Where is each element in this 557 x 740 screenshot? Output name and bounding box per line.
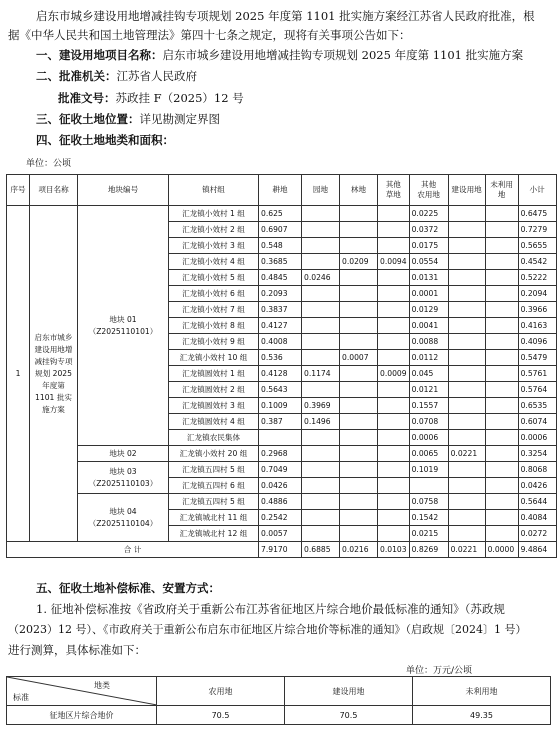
header-cell: 建设用地 [448, 175, 485, 206]
total-cell: 0.0426 [518, 478, 556, 494]
qita-cell: 0.0372 [409, 222, 448, 238]
plot-id-cell: 地块 01 （Z2025110101） [78, 206, 169, 446]
section-3-label: 三、征收土地位置： [36, 112, 140, 126]
yuandi-cell [302, 206, 340, 222]
gengdi-cell: 0.4128 [259, 366, 302, 382]
caodi-cell: 0.0009 [378, 366, 410, 382]
qita-cell: 0.1557 [409, 398, 448, 414]
value-cell: 70.5 [285, 706, 413, 725]
compensation-row [7, 706, 551, 725]
section-2-docno [58, 90, 244, 106]
jianshe-cell [448, 414, 485, 430]
village-cell: 汇龙镇五四村 5 组 [169, 462, 259, 478]
lindi-cell [340, 526, 378, 542]
village-cell: 汇龙镇农民集体 [169, 430, 259, 446]
total-cell: 0.4542 [518, 254, 556, 270]
village-cell: 汇龙镇圆效村 2 组 [169, 382, 259, 398]
lindi-cell: 0.0209 [340, 254, 378, 270]
qita-cell: 0.0554 [409, 254, 448, 270]
lindi-cell [340, 430, 378, 446]
jianshe-cell [448, 478, 485, 494]
gengdi-cell: 0.2968 [259, 446, 302, 462]
section-1 [36, 47, 523, 63]
diagonal-line [7, 677, 157, 705]
section-2 [36, 68, 197, 84]
qita-cell: 0.0065 [409, 446, 448, 462]
village-cell: 汇龙镇五四村 5 组 [169, 494, 259, 510]
section-3 [36, 111, 220, 127]
jianshe-cell [448, 318, 485, 334]
total-jianshe-cell: 0.0221 [448, 542, 485, 558]
total-cell: 0.8068 [518, 462, 556, 478]
weili-cell [485, 334, 518, 350]
intro-line-2: 据《中华人民共和国土地管理法》第四十七条之规定，现将有关事项公告如下： [8, 28, 411, 42]
lindi-cell [340, 462, 378, 478]
yuandi-cell [302, 510, 340, 526]
village-cell: 汇龙镇城北村 11 组 [169, 510, 259, 526]
yuandi-cell [302, 350, 340, 366]
jianshe-cell [448, 222, 485, 238]
lindi-cell [340, 510, 378, 526]
lindi-cell [340, 398, 378, 414]
header-cell: 耕地 [259, 175, 302, 206]
caodi-cell [378, 414, 410, 430]
caodi-cell [378, 286, 410, 302]
weili-cell [485, 254, 518, 270]
jianshe-cell [448, 398, 485, 414]
yuandi-cell: 0.0246 [302, 270, 340, 286]
yuandi-cell [302, 382, 340, 398]
diagonal-header-cell [7, 677, 157, 706]
village-cell: 汇龙镇圆效村 4 组 [169, 414, 259, 430]
jianshe-cell: 0.0221 [448, 446, 485, 462]
village-cell: 汇龙镇小效村 1 组 [169, 206, 259, 222]
project-name-cell: 启东市城乡建设用地增减挂钩专项规划 2025 年度第 1101 批实施方案 [30, 206, 78, 542]
jianshe-cell [448, 254, 485, 270]
lindi-cell [340, 238, 378, 254]
village-cell: 汇龙镇小效村 10 组 [169, 350, 259, 366]
caodi-cell [378, 318, 410, 334]
caodi-cell [378, 270, 410, 286]
weili-cell [485, 414, 518, 430]
gengdi-cell: 0.4127 [259, 318, 302, 334]
table-row [7, 446, 557, 462]
section-5-line-3: 进行测算，具体标准如下： [8, 643, 146, 657]
yuandi-cell [302, 494, 340, 510]
lindi-cell [340, 494, 378, 510]
qita-cell: 0.045 [409, 366, 448, 382]
qita-cell: 0.0129 [409, 302, 448, 318]
lindi-cell [340, 318, 378, 334]
jianshe-cell [448, 238, 485, 254]
village-cell: 汇龙镇小效村 6 组 [169, 286, 259, 302]
qita-cell: 0.0175 [409, 238, 448, 254]
lindi-cell [340, 366, 378, 382]
header-cell: 园地 [302, 175, 340, 206]
total-yuandi-cell: 0.6885 [302, 542, 340, 558]
diag-bottom-label: 标准 [13, 693, 29, 702]
header-cell: 小计 [518, 175, 556, 206]
lindi-cell [340, 222, 378, 238]
gengdi-cell: 0.7049 [259, 462, 302, 478]
gengdi-cell: 0.6907 [259, 222, 302, 238]
section-5-line-2: （2023）12 号）、《市政府关于重新公布启东市征地区片综合地价等标准的通知》（启政规〔2024〕1 号） [8, 623, 527, 636]
section-3-value: 详见勘测定界图 [139, 112, 220, 126]
caodi-cell [378, 382, 410, 398]
weili-cell [485, 318, 518, 334]
weili-cell [485, 398, 518, 414]
table-row [7, 462, 557, 478]
total-gengdi-cell: 7.9170 [259, 542, 302, 558]
caodi-cell [378, 398, 410, 414]
village-cell: 汇龙镇小效村 7 组 [169, 302, 259, 318]
village-cell: 汇龙镇圆效村 3 组 [169, 398, 259, 414]
weili-cell [485, 286, 518, 302]
header-cell: 未利用 地 [485, 175, 518, 206]
qita-cell: 0.1542 [409, 510, 448, 526]
yuandi-cell [302, 318, 340, 334]
weili-cell [485, 238, 518, 254]
lindi-cell: 0.0007 [340, 350, 378, 366]
jianshe-cell [448, 382, 485, 398]
diag-top-label: 地类 [94, 681, 110, 690]
total-cell: 0.3254 [518, 446, 556, 462]
yuandi-cell [302, 286, 340, 302]
lindi-cell [340, 478, 378, 494]
caodi-cell [378, 510, 410, 526]
table1-unit: 单位：公顷 [26, 159, 72, 169]
section-2-label: 二、批准机关： [36, 69, 117, 83]
total-cell: 0.5764 [518, 382, 556, 398]
section-5-label: 五、征收土地补偿标准、安置方式： [36, 581, 220, 595]
value-cell: 49.35 [413, 706, 551, 725]
total-cell: 0.7279 [518, 222, 556, 238]
caodi-cell [378, 238, 410, 254]
gengdi-cell: 0.2542 [259, 510, 302, 526]
gengdi-cell: 0.2093 [259, 286, 302, 302]
gengdi-cell: 0.0426 [259, 478, 302, 494]
qita-cell: 0.0088 [409, 334, 448, 350]
weili-cell [485, 206, 518, 222]
total-cell: 0.6074 [518, 414, 556, 430]
header-cell: 林地 [340, 175, 378, 206]
gengdi-cell: 0.4845 [259, 270, 302, 286]
total-cell: 0.0006 [518, 430, 556, 446]
header-cell: 地块编号 [78, 175, 169, 206]
lindi-cell [340, 206, 378, 222]
total-cell: 0.3966 [518, 302, 556, 318]
qita-cell: 0.0001 [409, 286, 448, 302]
land-area-table-body [7, 175, 557, 558]
lindi-cell [340, 302, 378, 318]
caodi-cell [378, 222, 410, 238]
village-cell: 汇龙镇小效村 3 组 [169, 238, 259, 254]
jianshe-cell [448, 526, 485, 542]
row-label: 征地区片综合地价 [7, 706, 157, 725]
gengdi-cell: 0.387 [259, 414, 302, 430]
gengdi-cell: 0.5643 [259, 382, 302, 398]
section-1-value: 启东市城乡建设用地增减挂钩专项规划 2025 年度第 1101 批实施方案 [162, 48, 524, 62]
header-cell: 项目名称 [30, 175, 78, 206]
header-cell: 其他 农用地 [409, 175, 448, 206]
total-cell: 0.5222 [518, 270, 556, 286]
qita-cell: 0.0215 [409, 526, 448, 542]
yuandi-cell [302, 254, 340, 270]
compensation-header-row [7, 677, 551, 706]
header-cell: 序号 [7, 175, 30, 206]
yuandi-cell [302, 302, 340, 318]
weili-cell [485, 494, 518, 510]
caodi-cell [378, 446, 410, 462]
yuandi-cell [302, 462, 340, 478]
caodi-cell [378, 478, 410, 494]
weili-cell [485, 270, 518, 286]
jianshe-cell [448, 462, 485, 478]
village-cell: 汇龙镇小效村 20 组 [169, 446, 259, 462]
village-cell: 汇龙镇小效村 4 组 [169, 254, 259, 270]
village-cell: 汇龙镇圆效村 1 组 [169, 366, 259, 382]
qita-cell: 0.0112 [409, 350, 448, 366]
total-cell: 0.0272 [518, 526, 556, 542]
table-row [7, 494, 557, 510]
lindi-cell [340, 382, 378, 398]
total-caodi-cell: 0.0103 [378, 542, 410, 558]
weili-cell [485, 510, 518, 526]
lindi-cell [340, 334, 378, 350]
total-cell: 0.5479 [518, 350, 556, 366]
total-weili-cell: 0.0000 [485, 542, 518, 558]
plot-id-cell: 地块 04 （Z2025110104） [78, 494, 169, 542]
header-cell: 未利用地 [413, 677, 551, 706]
jianshe-cell [448, 334, 485, 350]
gengdi-cell: 0.0057 [259, 526, 302, 542]
qita-cell [409, 478, 448, 494]
jianshe-cell [448, 366, 485, 382]
table-row [7, 206, 557, 222]
weili-cell [485, 478, 518, 494]
caodi-cell [378, 430, 410, 446]
section-5-line-1: 1. 征地补偿标准按《省政府关于重新公布江苏省征地区片综合地价最低标准的通知》（苏政规 [36, 602, 505, 616]
qita-cell: 0.1019 [409, 462, 448, 478]
section-2-docno-label: 批准文号： [58, 91, 116, 105]
total-total-cell: 9.4864 [518, 542, 556, 558]
plot-id-cell: 地块 03 （Z2025110103） [78, 462, 169, 494]
jianshe-cell [448, 494, 485, 510]
gengdi-cell: 0.1009 [259, 398, 302, 414]
section-2-docno-value: 苏政挂 F（2025）12 号 [115, 91, 244, 105]
total-cell: 0.5655 [518, 238, 556, 254]
caodi-cell [378, 334, 410, 350]
weili-cell [485, 366, 518, 382]
weili-cell [485, 222, 518, 238]
qita-cell: 0.0006 [409, 430, 448, 446]
table-header-row [7, 175, 557, 206]
gengdi-cell: 0.548 [259, 238, 302, 254]
yuandi-cell [302, 526, 340, 542]
jianshe-cell [448, 430, 485, 446]
section-4-label: 四、征收土地地类和面积： [36, 133, 174, 147]
qita-cell: 0.0131 [409, 270, 448, 286]
weili-cell [485, 446, 518, 462]
qita-cell: 0.0121 [409, 382, 448, 398]
jianshe-cell [448, 510, 485, 526]
lindi-cell [340, 270, 378, 286]
qita-cell: 0.0708 [409, 414, 448, 430]
gengdi-cell: 0.625 [259, 206, 302, 222]
total-cell: 0.4096 [518, 334, 556, 350]
lindi-cell [340, 446, 378, 462]
yuandi-cell: 0.1496 [302, 414, 340, 430]
jianshe-cell [448, 206, 485, 222]
jianshe-cell [448, 286, 485, 302]
gengdi-cell: 0.536 [259, 350, 302, 366]
total-label: 合 计 [7, 542, 259, 558]
caodi-cell [378, 350, 410, 366]
caodi-cell [378, 302, 410, 318]
header-cell: 其他 草地 [378, 175, 410, 206]
land-area-table [6, 174, 557, 558]
caodi-cell [378, 494, 410, 510]
total-cell: 0.5644 [518, 494, 556, 510]
yuandi-cell: 0.3969 [302, 398, 340, 414]
qita-cell: 0.0758 [409, 494, 448, 510]
caodi-cell [378, 526, 410, 542]
village-cell: 汇龙镇五四村 6 组 [169, 478, 259, 494]
intro-line-1: 启东市城乡建设用地增减挂钩专项规划 2025 年度第 1101 批实施方案经江苏省人民政府批准，根 [36, 9, 535, 23]
total-cell: 0.6475 [518, 206, 556, 222]
qita-cell: 0.0225 [409, 206, 448, 222]
gengdi-cell: 0.4008 [259, 334, 302, 350]
total-cell: 0.5761 [518, 366, 556, 382]
yuandi-cell [302, 222, 340, 238]
jianshe-cell [448, 350, 485, 366]
section-2-value: 江苏省人民政府 [116, 69, 197, 83]
compensation-table [6, 676, 551, 725]
total-cell: 0.6535 [518, 398, 556, 414]
plot-id-cell: 地块 02 [78, 446, 169, 462]
jianshe-cell [448, 302, 485, 318]
lindi-cell [340, 414, 378, 430]
yuandi-cell [302, 238, 340, 254]
total-qita-cell: 0.8269 [409, 542, 448, 558]
table2-unit: 单位：万元/公顷 [406, 666, 473, 676]
caodi-cell [378, 206, 410, 222]
gengdi-cell: 0.3685 [259, 254, 302, 270]
yuandi-cell [302, 478, 340, 494]
total-cell: 0.4084 [518, 510, 556, 526]
total-row [7, 542, 557, 558]
yuandi-cell [302, 430, 340, 446]
gengdi-cell: 0.3837 [259, 302, 302, 318]
weili-cell [485, 382, 518, 398]
header-cell: 镇村组 [169, 175, 259, 206]
section-1-label: 一、建设用地项目名称： [36, 48, 163, 62]
gengdi-cell: 0.4886 [259, 494, 302, 510]
header-cell: 建设用地 [285, 677, 413, 706]
weili-cell [485, 526, 518, 542]
village-cell: 汇龙镇小效村 8 组 [169, 318, 259, 334]
weili-cell [485, 430, 518, 446]
village-cell: 汇龙镇城北村 12 组 [169, 526, 259, 542]
total-cell: 0.4163 [518, 318, 556, 334]
caodi-cell: 0.0094 [378, 254, 410, 270]
caodi-cell [378, 462, 410, 478]
yuandi-cell [302, 446, 340, 462]
jianshe-cell [448, 270, 485, 286]
gengdi-cell [259, 430, 302, 446]
total-cell: 0.2094 [518, 286, 556, 302]
village-cell: 汇龙镇小效村 2 组 [169, 222, 259, 238]
village-cell: 汇龙镇小效村 5 组 [169, 270, 259, 286]
weili-cell [485, 302, 518, 318]
seq-cell: 1 [7, 206, 30, 542]
lindi-cell [340, 286, 378, 302]
village-cell: 汇龙镇小效村 9 组 [169, 334, 259, 350]
header-cell: 农用地 [157, 677, 285, 706]
value-cell: 70.5 [157, 706, 285, 725]
total-lindi-cell: 0.0216 [340, 542, 378, 558]
yuandi-cell: 0.1174 [302, 366, 340, 382]
weili-cell [485, 350, 518, 366]
weili-cell [485, 462, 518, 478]
qita-cell: 0.0041 [409, 318, 448, 334]
yuandi-cell [302, 334, 340, 350]
